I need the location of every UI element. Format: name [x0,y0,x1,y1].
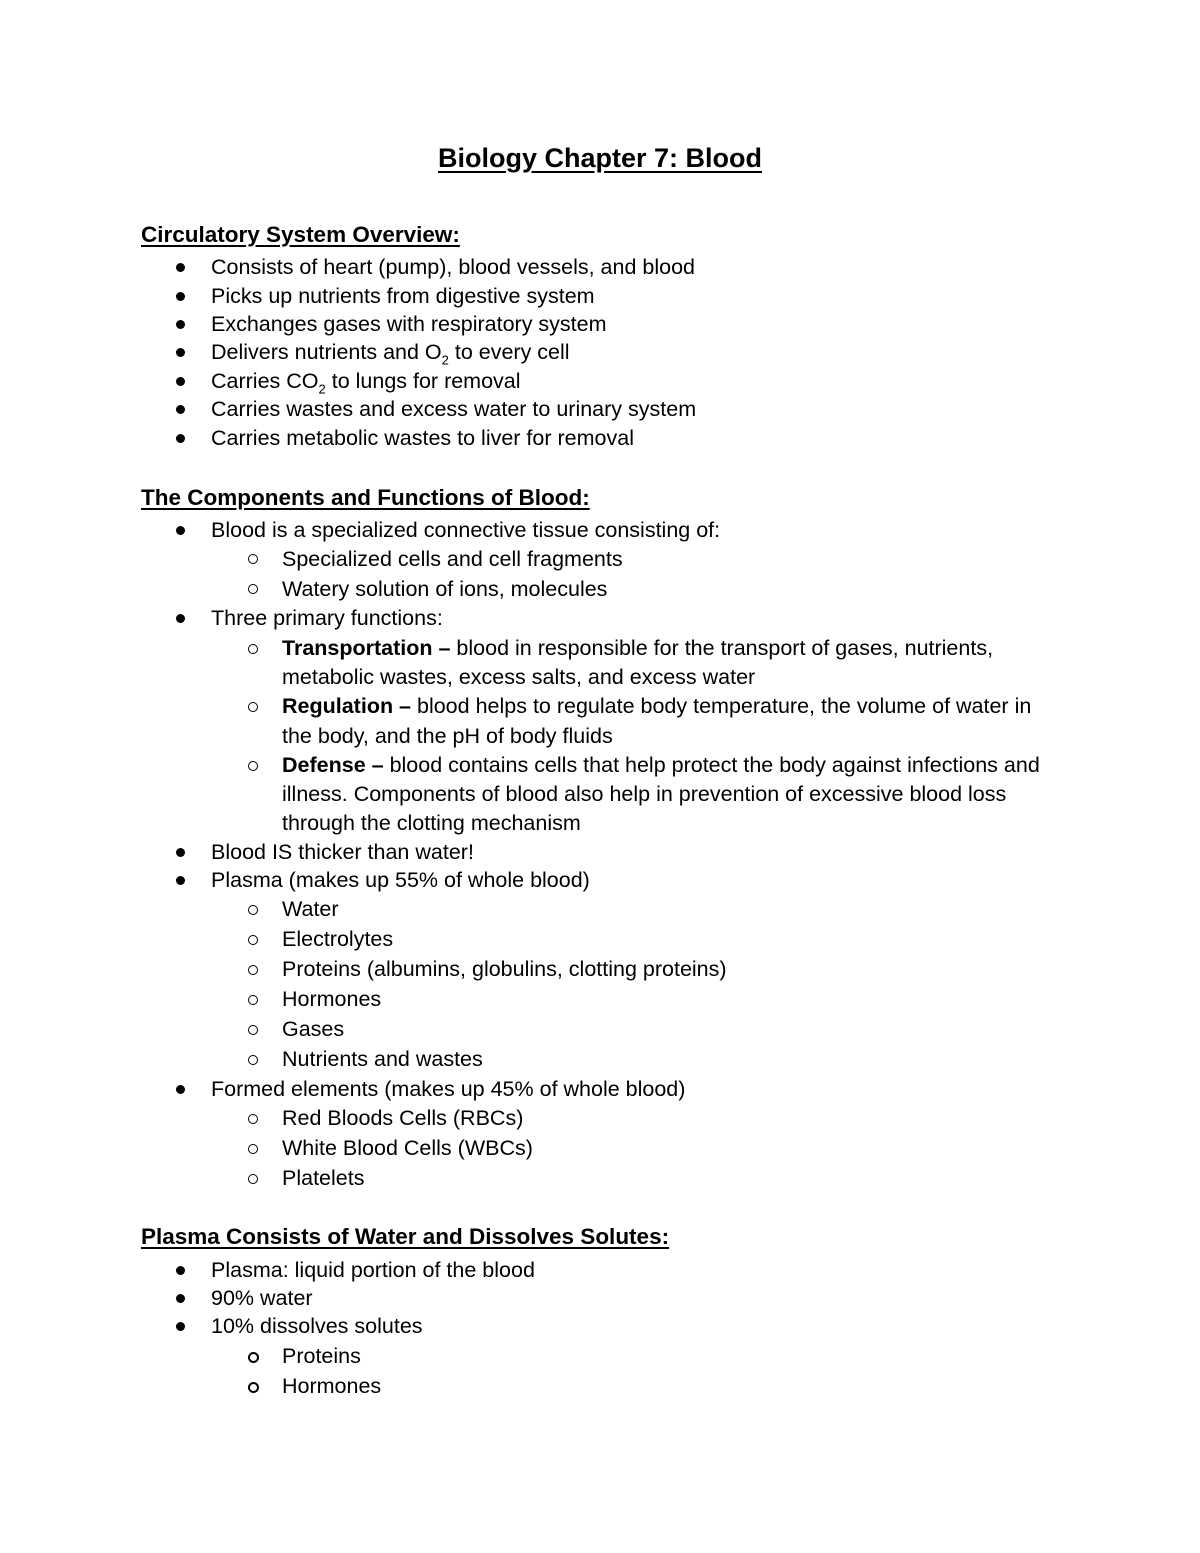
circle-bullet-icon [248,644,258,654]
list-item: Plasma: liquid portion of the blood [211,1258,535,1282]
function-transportation: Transportation – blood in responsible for the transport of gases, nutrients, [282,636,994,660]
sub-list-item: Nutrients and wastes [282,1047,483,1071]
list-item: Carries $CO_2$ to lungs for removal [211,369,521,397]
bullet-icon [176,263,185,272]
circle-bullet-icon [248,554,258,564]
bullet-icon [176,405,185,414]
sub-list-item: Platelets [282,1166,365,1190]
list-item: Blood is a specialized connective tissue consisting of: [211,518,721,542]
sub-list-item: Red Bloods Cells (RBCs) [282,1106,524,1130]
bullet-icon [176,292,185,301]
circle-bullet-icon [248,1144,258,1154]
bullet-icon [176,434,185,443]
bullet-icon [176,320,185,329]
function-transportation-cont: metabolic wastes, excess salts, and excess water [282,665,756,689]
sub-list-item: Electrolytes [282,927,394,951]
list-item: 10% dissolves solutes [211,1314,423,1338]
circle-bullet-icon [248,1382,259,1393]
bullet-icon [176,848,185,857]
bullet-icon [176,876,185,885]
list-item: Picks up nutrients from digestive system [211,284,595,308]
circle-bullet-icon [248,1025,258,1035]
bullet-icon [176,614,185,623]
sub-list-item: Proteins (albumins, globulins, clotting proteins) [282,957,727,981]
list-item: Plasma (makes up 55% of whole blood) [211,868,590,892]
circle-bullet-icon [248,702,258,712]
list-item: Formed elements (makes up 45% of whole blood) [211,1077,686,1101]
circle-bullet-icon [248,1114,258,1124]
list-item: Delivers nutrients and $O_2$ to every cell [211,340,570,368]
list-item: Carries metabolic wastes to liver for removal [211,426,634,450]
circle-bullet-icon [248,935,258,945]
sub-list-item: Hormones [282,987,382,1011]
list-item: Exchanges gases with respiratory system [211,312,607,336]
list-item: Consists of heart (pump), blood vessels, and blood [211,255,696,279]
circle-bullet-icon [248,1174,258,1184]
sub-list-item: Proteins [282,1344,361,1368]
sub-list-item: Hormones [282,1374,382,1398]
function-regulation: Regulation – blood helps to regulate body temperature, the volume of water in [282,694,1032,718]
bullet-icon [176,1085,185,1094]
circle-bullet-icon [248,995,258,1005]
circle-bullet-icon [248,965,258,975]
bullet-icon [176,1322,185,1331]
sub-list-item: Water [282,897,339,921]
circle-bullet-icon [248,905,258,915]
sub-list-item: White Blood Cells (WBCs) [282,1136,533,1160]
list-item: 90% water [211,1286,313,1310]
list-item: Three primary functions: [211,606,443,630]
sub-list-item: Specialized cells and cell fragments [282,547,623,571]
section-heading-plasma: Plasma Consists of Water and Dissolves Solutes: [141,1224,670,1249]
sub-list-item: Watery solution of ions, molecules [282,577,608,601]
function-regulation-cont: the body, and the pH of body fluids [282,724,613,748]
sub-list-item: Gases [282,1017,345,1041]
bullet-icon [176,1266,185,1275]
circle-bullet-icon [248,1352,259,1363]
circle-bullet-icon [248,761,258,771]
bullet-icon [176,377,185,386]
document-title: Biology Chapter 7: Blood [438,143,762,173]
bullet-icon [176,526,185,535]
circle-bullet-icon [248,1055,258,1065]
function-defense-cont: illness. Components of blood also help in prevention of excessive blood loss [282,782,1007,806]
list-item: Carries wastes and excess water to urinary system [211,397,697,421]
bullet-icon [176,1294,185,1303]
list-item: Blood IS thicker than water! [211,840,474,864]
bullet-icon [176,348,185,357]
circle-bullet-icon [248,584,258,594]
function-defense-cont: through the clotting mechanism [282,811,581,835]
section-heading-circulatory: Circulatory System Overview: [141,222,460,247]
section-heading-components: The Components and Functions of Blood: [141,485,590,510]
function-defense: Defense – blood contains cells that help protect the body against infections and [282,753,1040,777]
